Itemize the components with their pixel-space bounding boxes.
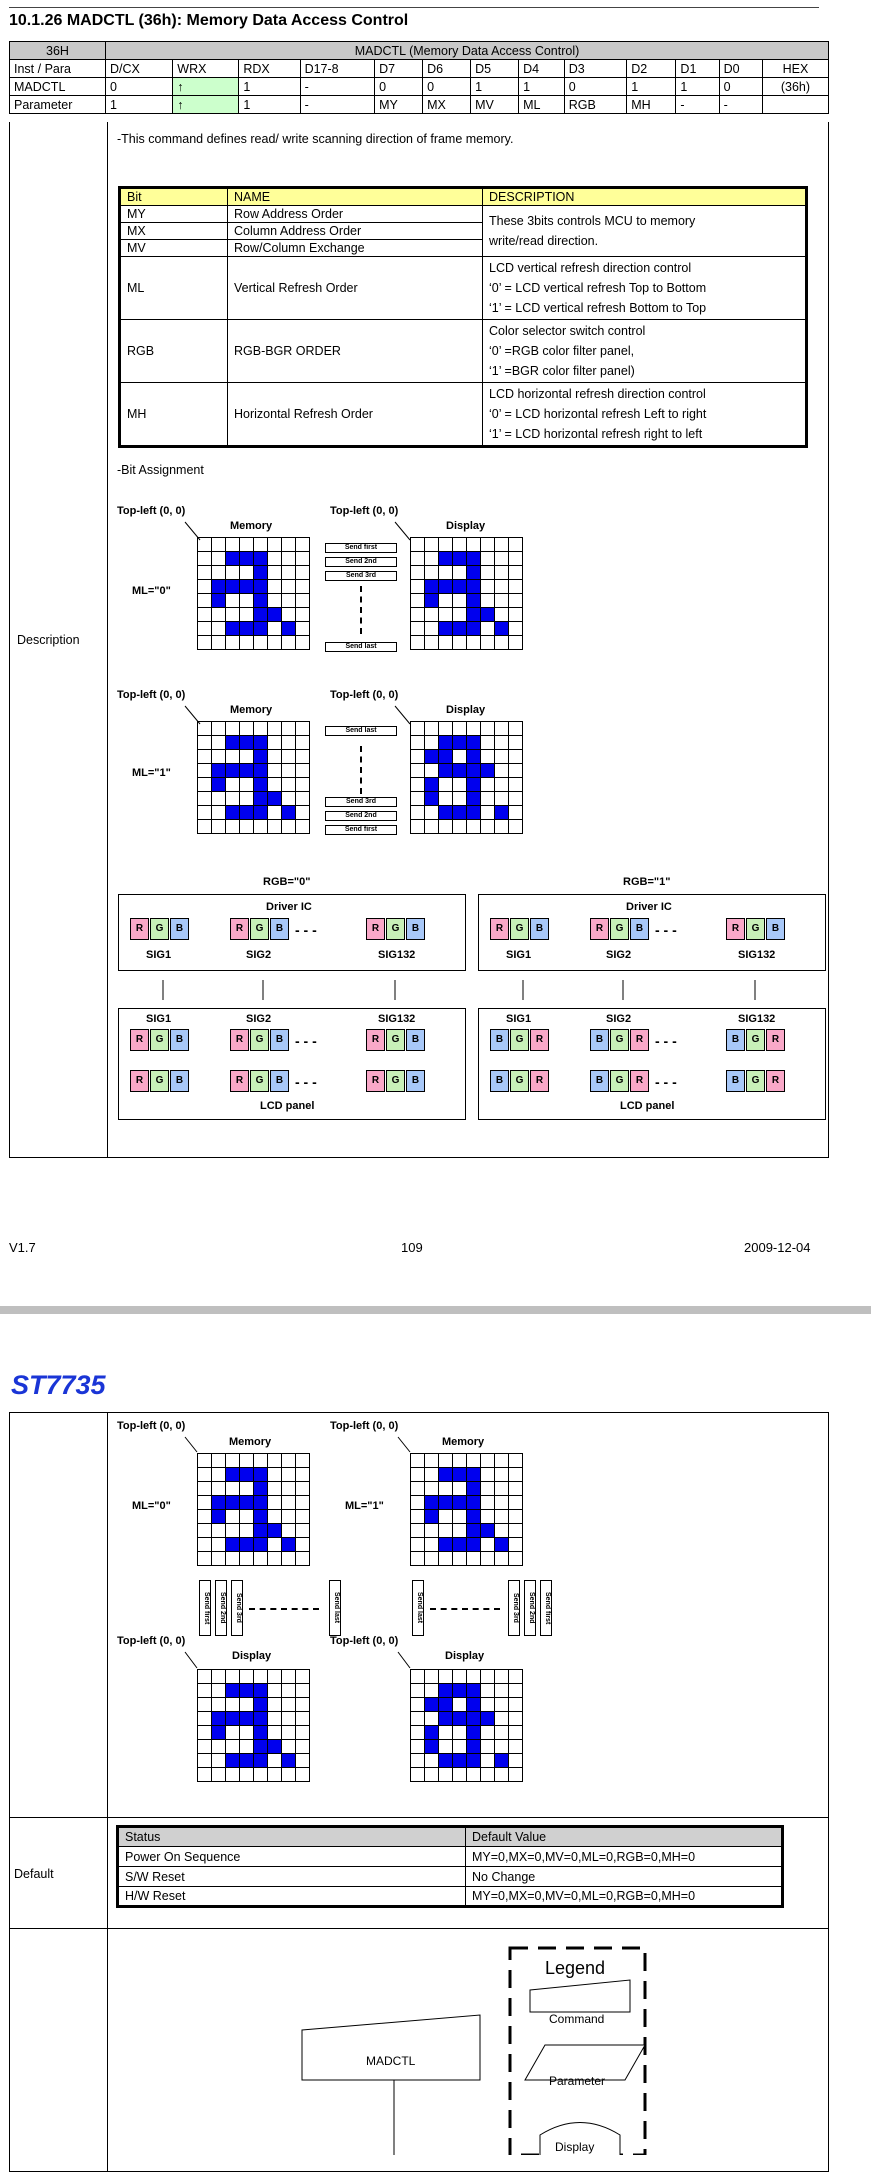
driver-subpixel: G <box>610 918 629 940</box>
ml-label: ML="1" <box>345 1500 384 1512</box>
send-order-label: Send last <box>412 1580 424 1636</box>
panel-subpixel: G <box>610 1070 629 1092</box>
panel-subpixel: B <box>726 1029 745 1051</box>
panel-subpixel: B <box>490 1070 509 1092</box>
bit-cell: ML <box>120 257 228 320</box>
display-label: Display <box>232 1650 272 1662</box>
panel-subpixel: R <box>530 1070 549 1092</box>
parameter-bit-cell: - <box>719 96 762 114</box>
arrow <box>395 980 405 1010</box>
name-cell: Horizontal Refresh Order <box>228 383 483 447</box>
ellipsis: - - - <box>655 922 677 938</box>
ml1-label: ML="1" <box>132 767 171 779</box>
display-grid <box>410 537 523 650</box>
panel-subpixel: R <box>230 1029 249 1051</box>
memory-grid <box>197 721 310 834</box>
column-header-cell: D17-8 <box>300 60 374 78</box>
name-cell: Column Address Order <box>228 223 483 240</box>
sig1-label: SIG1 <box>506 949 532 961</box>
column-header-cell: D4 <box>519 60 565 78</box>
status-cell: S/W Reset <box>118 1867 466 1887</box>
sig132-label: SIG132 <box>378 949 416 961</box>
driver-subpixel: R <box>230 918 249 940</box>
column-header-cell: D1 <box>676 60 719 78</box>
page-break <box>0 1306 871 1314</box>
driver-subpixel: R <box>726 918 745 940</box>
ellipsis: - - - <box>655 1074 677 1090</box>
status-cell: H/W Reset <box>118 1887 466 1907</box>
top-left-label: Top-left (0, 0) <box>117 1420 186 1432</box>
parameter-bit-cell: MH <box>627 96 676 114</box>
ellipsis: - - - <box>655 1033 677 1049</box>
column-header-cell: D2 <box>627 60 676 78</box>
panel-subpixel: B <box>590 1029 609 1051</box>
panel-subpixel: G <box>510 1070 529 1092</box>
dashed-flow-line <box>360 746 362 794</box>
madctl-bit-cell: (36h) <box>762 78 828 96</box>
send-order-label: Send 3rd <box>325 797 397 807</box>
display-grid <box>410 721 523 834</box>
driver-subpixel: G <box>250 918 269 940</box>
parameter-bit-cell: MX <box>423 96 471 114</box>
send-order-label: Send first <box>199 1580 211 1636</box>
memory-label: Memory <box>230 520 273 532</box>
driver-subpixel: B <box>170 918 189 940</box>
ml0-label: ML="0" <box>132 585 171 597</box>
send-order-label: Send first <box>325 543 397 553</box>
madctl-bit-cell: 0 <box>719 78 762 96</box>
driver-subpixel: G <box>746 918 765 940</box>
page2-divider <box>107 1412 108 2172</box>
madctl-bit-cell: 1 <box>627 78 676 96</box>
panel-subpixel: B <box>406 1070 425 1092</box>
value-cell: No Change <box>466 1867 783 1887</box>
madctl-bit-cell: - <box>300 78 374 96</box>
brand-title: ST7735 <box>11 1370 106 1400</box>
madctl-bit-cell: ↑ <box>173 78 239 96</box>
panel-subpixel: R <box>130 1029 149 1051</box>
ellipsis: - - - <box>295 922 317 938</box>
send-order-label: Send 2nd <box>215 1580 227 1636</box>
panel-subpixel: G <box>746 1029 765 1051</box>
description-header: DESCRIPTION <box>483 188 807 206</box>
top-left-label: Top-left (0, 0) <box>117 505 186 517</box>
madctl-bit-cell: 0 <box>564 78 626 96</box>
driver-ic-label: Driver IC <box>626 901 672 913</box>
panel-subpixel: G <box>250 1070 269 1092</box>
madctl-node-label: MADCTL <box>366 2054 416 2068</box>
lcd-panel-label: LCD panel <box>620 1100 675 1112</box>
sig2-label: SIG2 <box>246 1013 272 1025</box>
panel-subpixel: B <box>406 1029 425 1051</box>
column-header-cell: D/CX <box>106 60 173 78</box>
driver-subpixel: B <box>630 918 649 940</box>
driver-subpixel: R <box>366 918 385 940</box>
column-header-cell: D7 <box>375 60 423 78</box>
bit-header: Bit <box>120 188 228 206</box>
legend-command-shape <box>530 1980 630 2012</box>
column-header-cell: RDX <box>239 60 300 78</box>
cmd-code: 36H <box>10 42 106 60</box>
legend-display: Display <box>555 2140 595 2154</box>
status-header: Status <box>118 1827 466 1847</box>
panel-subpixel: R <box>766 1029 785 1051</box>
send-order-label: Send 3rd <box>231 1580 243 1636</box>
madctl-bit-cell: MADCTL <box>10 78 106 96</box>
send-order-label: Send last <box>325 726 397 736</box>
panel-subpixel: G <box>386 1070 405 1092</box>
panel-subpixel: G <box>746 1070 765 1092</box>
memory-label: Memory <box>230 704 273 716</box>
sig1-label: SIG1 <box>506 1013 532 1025</box>
arrow <box>755 980 765 1010</box>
command-header-table <box>9 41 829 114</box>
panel-subpixel: G <box>250 1029 269 1051</box>
column-header-cell: D0 <box>719 60 762 78</box>
panel-subpixel: R <box>630 1070 649 1092</box>
parameter-bit-cell: MV <box>471 96 519 114</box>
flowchart <box>290 1940 670 2155</box>
name-cell: RGB-BGR ORDER <box>228 320 483 383</box>
name-cell: Vertical Refresh Order <box>228 257 483 320</box>
bit-cell: MV <box>120 240 228 257</box>
sig2-label: SIG2 <box>606 1013 632 1025</box>
sig132-label: SIG132 <box>738 949 776 961</box>
top-left-label: Top-left (0, 0) <box>330 505 399 517</box>
bit-cell: RGB <box>120 320 228 383</box>
intro-text: -This command defines read/ write scanning direction of frame memory. <box>117 132 514 146</box>
driver-ic-label: Driver IC <box>266 901 312 913</box>
parameter-bit-cell: ML <box>519 96 565 114</box>
driver-subpixel: G <box>510 918 529 940</box>
send-order-label: Send 2nd <box>325 811 397 821</box>
driver-subpixel: G <box>386 918 405 940</box>
driver-subpixel: B <box>406 918 425 940</box>
panel-subpixel: R <box>366 1029 385 1051</box>
driver-subpixel: R <box>130 918 149 940</box>
dashed-flow-line <box>360 586 362 634</box>
sig132-label: SIG132 <box>378 1013 416 1025</box>
default-value-header: Default Value <box>466 1827 783 1847</box>
panel-subpixel: R <box>130 1070 149 1092</box>
ellipsis: - - - <box>295 1033 317 1049</box>
parameter-bit-cell: MY <box>375 96 423 114</box>
arrow <box>263 980 273 1010</box>
driver-subpixel: G <box>150 918 169 940</box>
driver-subpixel: R <box>490 918 509 940</box>
column-header-cell: HEX <box>762 60 828 78</box>
top-left-label: Top-left (0, 0) <box>330 689 399 701</box>
display-label: Display <box>446 704 486 716</box>
parameter-bit-cell: - <box>300 96 374 114</box>
name-cell: Row Address Order <box>228 206 483 223</box>
footer-date: 2009-12-04 <box>744 1240 811 1255</box>
arrow <box>523 980 533 1010</box>
sig132-label: SIG132 <box>738 1013 776 1025</box>
panel-subpixel: B <box>726 1070 745 1092</box>
footer-version: V1.7 <box>9 1240 36 1255</box>
column-header-cell: WRX <box>173 60 239 78</box>
send-order-label: Send 2nd <box>524 1580 536 1636</box>
description-label: Description <box>17 633 80 647</box>
legend-parameter: Parameter <box>549 2074 606 2088</box>
bit-assignment-label: -Bit Assignment <box>117 463 204 477</box>
rgb-label: RGB="1" <box>623 876 671 888</box>
panel-subpixel: R <box>530 1029 549 1051</box>
sig1-label: SIG1 <box>146 1013 172 1025</box>
display-label: Display <box>445 1650 485 1662</box>
default-bottom-rule <box>9 1928 829 1929</box>
driver-subpixel: B <box>766 918 785 940</box>
send-order-label: Send 2nd <box>325 557 397 567</box>
sig2-label: SIG2 <box>246 949 272 961</box>
memory-label: Memory <box>442 1436 485 1448</box>
lcd-panel-label: LCD panel <box>260 1100 315 1112</box>
panel-subpixel: R <box>630 1029 649 1051</box>
value-cell: MY=0,MX=0,MV=0,ML=0,RGB=0,MH=0 <box>466 1847 783 1867</box>
panel-subpixel: G <box>150 1070 169 1092</box>
top-left-label: Top-left (0, 0) <box>117 689 186 701</box>
name-header: NAME <box>228 188 483 206</box>
send-order-label: Send last <box>329 1580 341 1636</box>
bit-table <box>118 186 808 448</box>
panel-subpixel: B <box>170 1070 189 1092</box>
panel-subpixel: R <box>230 1070 249 1092</box>
panel-subpixel: G <box>510 1029 529 1051</box>
status-cell: Power On Sequence <box>118 1847 466 1867</box>
panel-subpixel: R <box>366 1070 385 1092</box>
send-order-label: Send first <box>325 825 397 835</box>
arrow <box>163 980 173 1010</box>
driver-subpixel: R <box>590 918 609 940</box>
panel-subpixel: B <box>270 1029 289 1051</box>
parameter-bit-cell: ↑ <box>173 96 239 114</box>
description-divider <box>107 122 108 1158</box>
parameter-bit-cell: - <box>676 96 719 114</box>
send-order-label: Send 3rd <box>508 1580 520 1636</box>
driver-subpixel: B <box>530 918 549 940</box>
top-left-label: Top-left (0, 0) <box>330 1635 399 1647</box>
ml-description: LCD vertical refresh direction control ‘0’ = LCD vertical refresh Top to Bottom ‘1’ = LCD vertical refresh Bottom to Top <box>483 257 807 320</box>
default-table <box>116 1825 784 1908</box>
display-label: Display <box>446 520 486 532</box>
madctl-bit-cell: 0 <box>106 78 173 96</box>
top-left-label: Top-left (0, 0) <box>117 1635 186 1647</box>
sig2-label: SIG2 <box>606 949 632 961</box>
madctl-bit-cell: 1 <box>239 78 300 96</box>
value-cell: MY=0,MX=0,MV=0,ML=0,RGB=0,MH=0 <box>466 1887 783 1907</box>
memory-label: Memory <box>229 1436 272 1448</box>
parameter-bit-cell: 1 <box>239 96 300 114</box>
footer-page: 109 <box>401 1240 423 1255</box>
parameter-bit-cell <box>762 96 828 114</box>
column-header-cell: D6 <box>423 60 471 78</box>
madctl-bit-cell: 0 <box>423 78 471 96</box>
panel-subpixel: B <box>270 1070 289 1092</box>
panel-subpixel: G <box>150 1029 169 1051</box>
default-label: Default <box>14 1867 54 1881</box>
memory-grid <box>197 537 310 650</box>
panel-subpixel: G <box>610 1029 629 1051</box>
bit-cell: MY <box>120 206 228 223</box>
column-header-cell: D5 <box>471 60 519 78</box>
madctl-bit-cell: 0 <box>375 78 423 96</box>
column-header-cell: Inst / Para <box>10 60 106 78</box>
column-header-cell: D3 <box>564 60 626 78</box>
legend-command: Command <box>549 2012 605 2026</box>
send-order-label: Send 3rd <box>325 571 397 581</box>
madctl-bit-cell: 1 <box>471 78 519 96</box>
parameter-bit-cell: 1 <box>106 96 173 114</box>
top-left-label: Top-left (0, 0) <box>330 1420 399 1432</box>
mh-description: LCD horizontal refresh direction control ‘0’ = LCD horizontal refresh Left to right ‘1’ = LCD horizontal refresh right to left <box>483 383 807 447</box>
mcu-description: These 3bits controls MCU to memory write/read direction. <box>483 206 807 257</box>
parameter-bit-cell: Parameter <box>10 96 106 114</box>
send-order-label: Send first <box>540 1580 552 1636</box>
ml-label: ML="0" <box>132 1500 171 1512</box>
rgb-description: Color selector switch control ‘0’ =RGB color filter panel, ‘1’ =BGR color filter panel) <box>483 320 807 383</box>
name-cell: Row/Column Exchange <box>228 240 483 257</box>
ellipsis: - - - <box>295 1074 317 1090</box>
panel-subpixel: B <box>590 1070 609 1092</box>
parameter-bit-cell: RGB <box>564 96 626 114</box>
bit-cell: MX <box>120 223 228 240</box>
madctl-command-shape <box>302 2015 480 2080</box>
panel-subpixel: R <box>766 1070 785 1092</box>
send-order-label: Send last <box>325 642 397 652</box>
bit-cell: MH <box>120 383 228 447</box>
sig1-label: SIG1 <box>146 949 172 961</box>
madctl-bit-cell: 1 <box>519 78 565 96</box>
default-top-rule <box>9 1817 829 1818</box>
driver-subpixel: B <box>270 918 289 940</box>
arrow <box>623 980 633 1010</box>
cmd-name: MADCTL (Memory Data Access Control) <box>106 42 829 60</box>
legend-title: Legend <box>545 1958 606 1978</box>
madctl-bit-cell: 1 <box>676 78 719 96</box>
rgb-label: RGB="0" <box>263 876 311 888</box>
panel-subpixel: B <box>490 1029 509 1051</box>
panel-subpixel: B <box>170 1029 189 1051</box>
panel-subpixel: G <box>386 1029 405 1051</box>
top-rule <box>9 7 819 8</box>
section-title: 10.1.26 MADCTL (36h): Memory Data Access Control <box>9 12 409 29</box>
